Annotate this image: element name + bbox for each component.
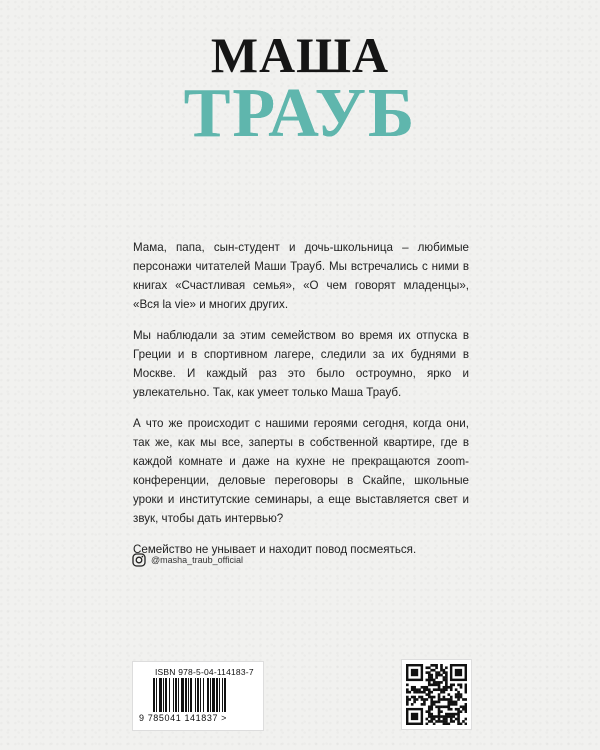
author-first-name: МАША xyxy=(210,27,390,83)
qr-code xyxy=(401,659,472,730)
isbn-number: ISBN 978-5-04-114183-7 xyxy=(155,667,254,677)
instagram-icon xyxy=(132,553,146,567)
blurb-paragraph-1: Мама, папа, сын-студент и дочь-школьница – любимые персонажи читателей Маши Трауб. Мы встречались с ними в книгах «Счастливая семья», «О чем говорят младенцы», «Вся la vie» и многих других. xyxy=(133,241,469,311)
blurb-text xyxy=(133,238,469,571)
barcode-bars xyxy=(153,678,247,712)
blurb-paragraph-3: А что же происходит с нашими героями сегодня, когда они, так же, как мы все, заперты в собственной квартире, где в каждой комнате и даже на кухне не прекращаются zoom-конференции, деловые переговоры в Скайпе, школьные уроки и институтские семинары, а еще выставляется свет и звук, чтобы дать интервью? xyxy=(133,417,469,525)
isbn-barcode xyxy=(132,661,264,731)
blurb-paragraph-4: Семейство не унывает и находит повод посмеяться. xyxy=(133,543,417,556)
social-handle xyxy=(132,553,243,567)
author-last-name: ТРАУБ xyxy=(183,75,417,152)
qr-code-icon xyxy=(406,664,467,725)
social-handle-text: @masha_traub_official xyxy=(151,555,244,565)
barcode-digits: 9 785041 141837 > xyxy=(139,713,228,723)
blurb-paragraph-2: Мы наблюдали за этим семейством во время их отпуска в Греции и в спортивном лагере, следили за их буднями в Москве. И каждый раз это было остроумно, ярко и увлекательно. Так, как умеет только Маша Трауб. xyxy=(133,329,469,399)
